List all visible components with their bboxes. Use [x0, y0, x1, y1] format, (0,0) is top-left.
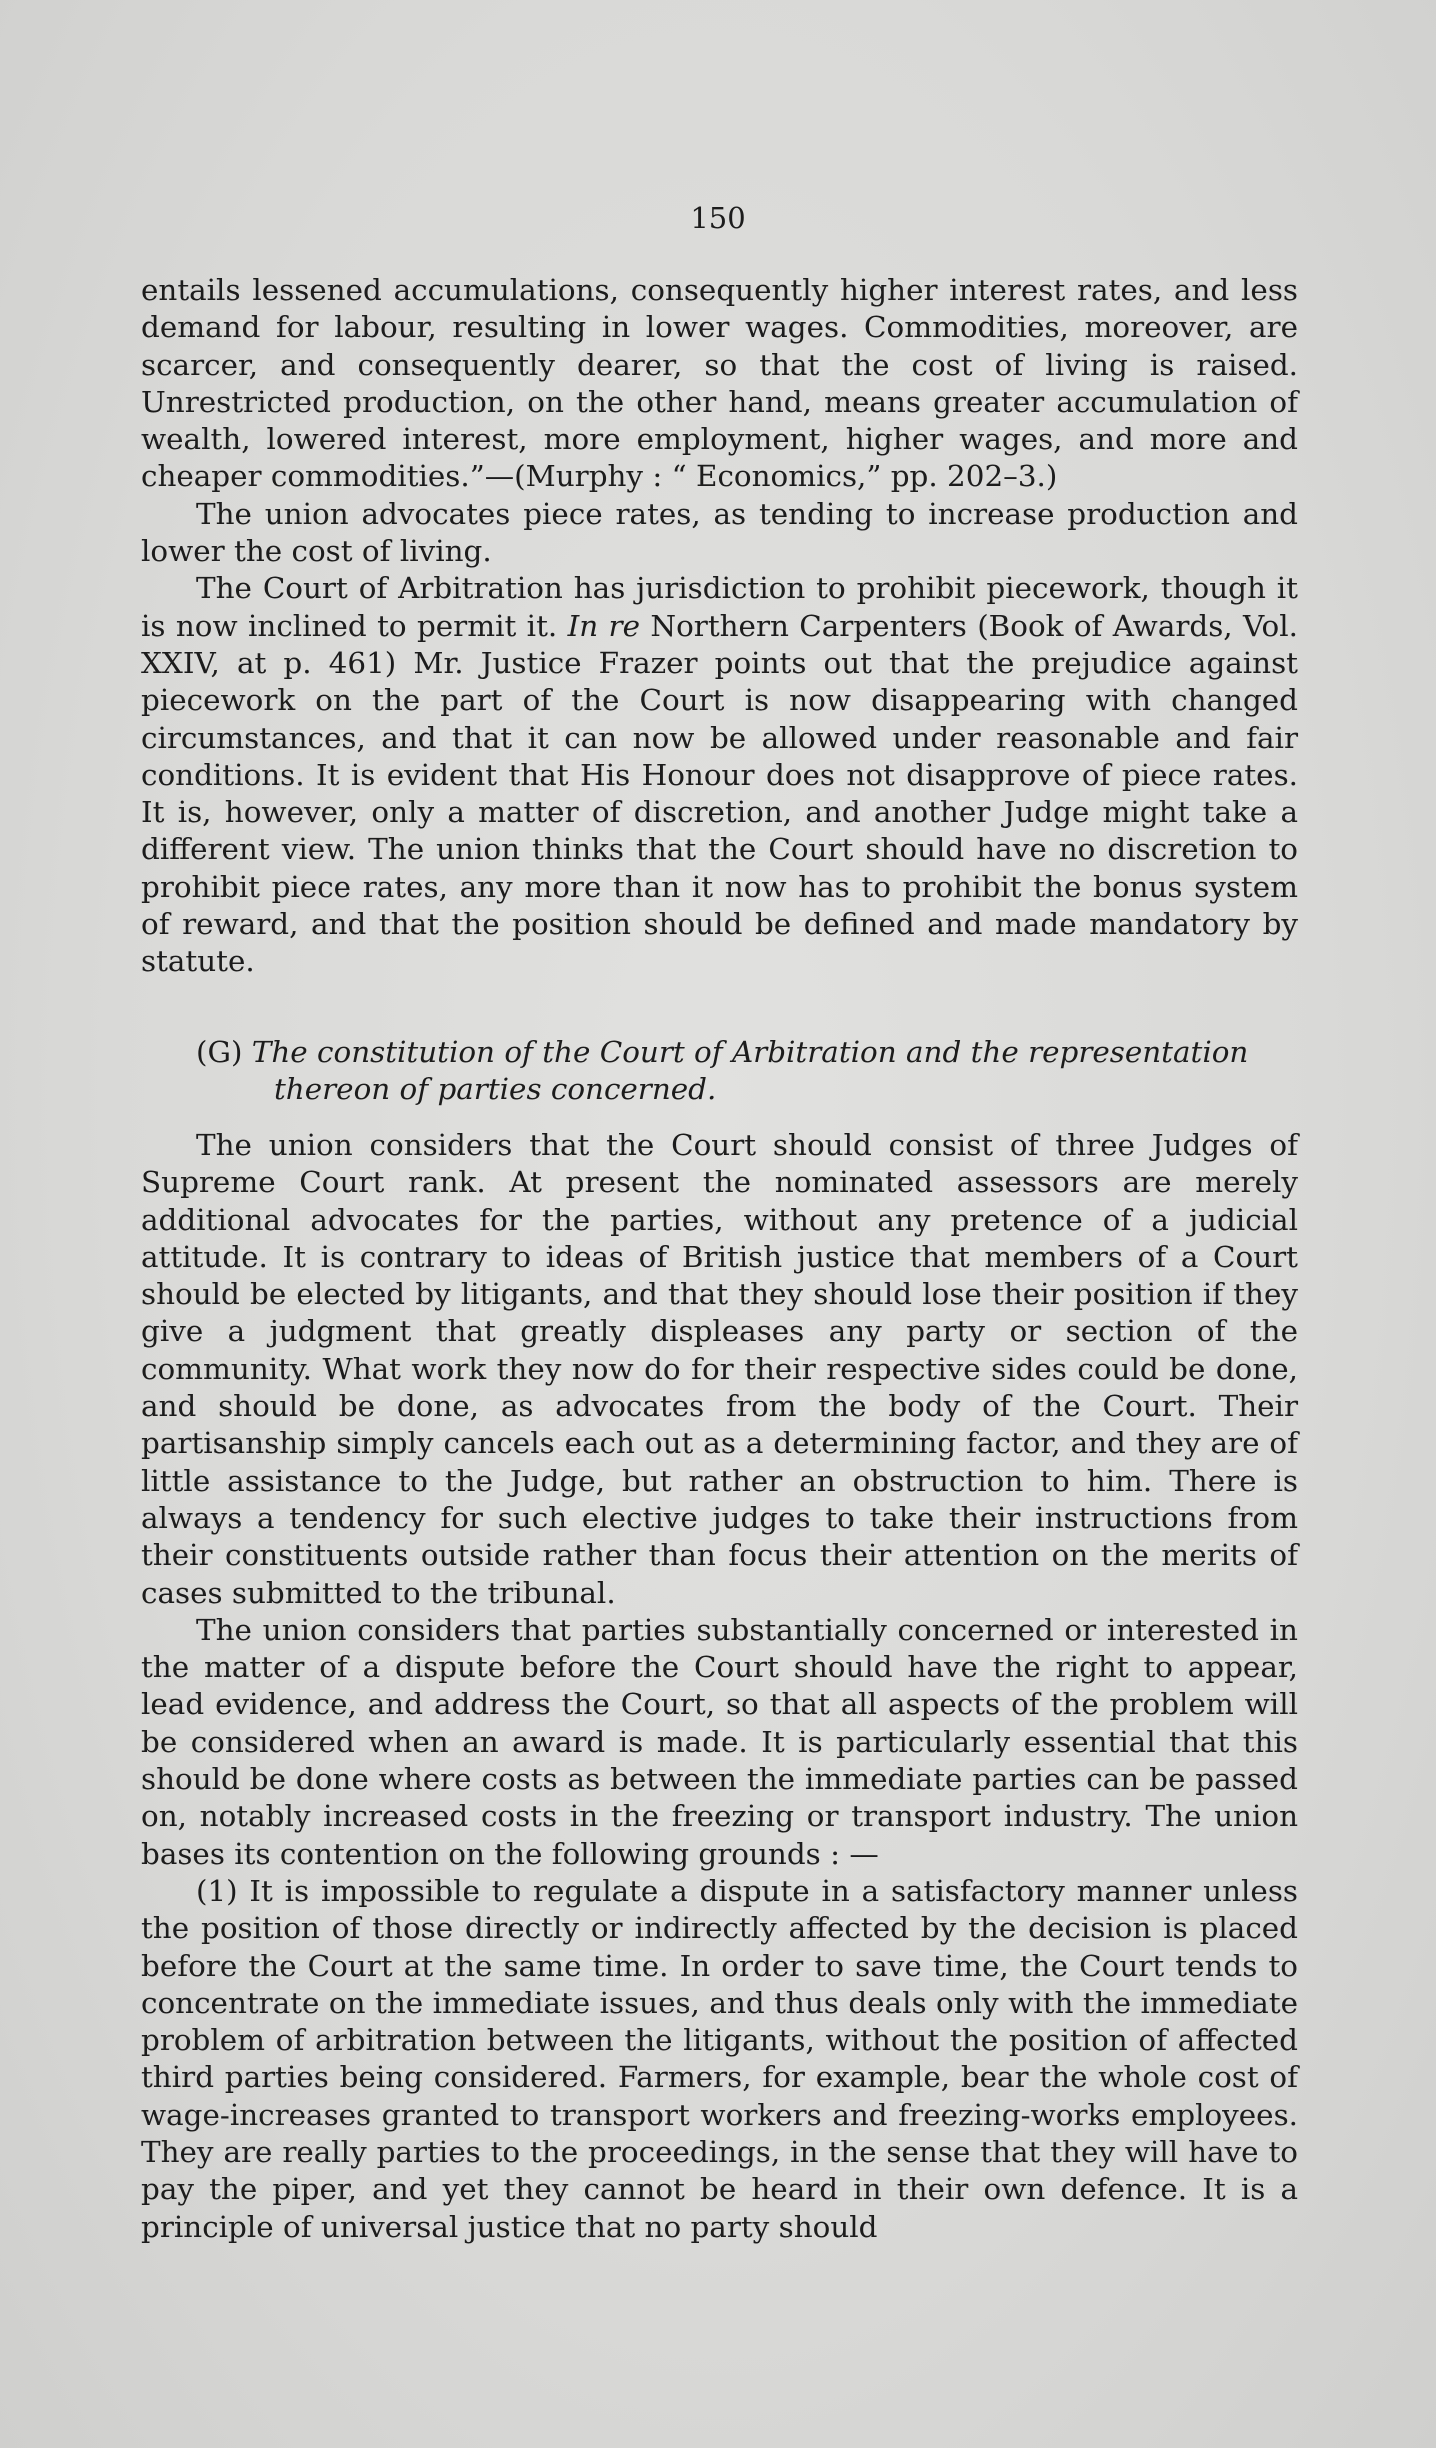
paragraph-court-jurisdiction-part2: Northern Carpenters (Book of Awards, Vol. XXIV, at p. 461) Mr. Justice Frazer points out that the prejudice against piecework on the part of the Court is now disappearing with changed circumstances, and that it can now be allowed under reasonable and fair conditions. It is evident that His Honour does not disapprove of piece rates. It is, however, only a matter of discretion, and another Judge might take a different view. The union thinks that the Court should have no discretion to prohibit piece rates, any more than it now has to prohibit the bonus system of reward, and that the position should be defined and made mandatory by statute.: [141, 608, 1298, 979]
paragraph-court-jurisdiction-part1: The Court of Arbitration has jurisdiction to prohibit piecework, though it is now inclined to permit it.: [141, 571, 1298, 643]
paragraph-court-jurisdiction: [141, 570, 1298, 980]
section-heading-title-line2: thereon of parties concerned.: [274, 1072, 717, 1107]
section-court-constitution: [141, 1127, 1298, 2246]
case-citation-italic: In re: [567, 608, 640, 643]
paragraph-continuation: entails lessened accumulations, consequently higher interest rates, and less demand for labour, resulting in lower wages. Commodities, moreover, are scarcer, and consequently dearer, so that the cost of living is raised. Unrestricted production, on the other hand, means greater accumulation of wealth, lowered interest, more employment, higher wages, and more and cheaper commodities.”—(Murphy : “ Economics,” pp. 202–3.): [141, 273, 1298, 494]
page-number: 150: [690, 201, 746, 235]
paragraph-three-judges: The union considers that the Court should consist of three Judges of Supreme Court rank. At present the nominated assessors are merely additional advocates for the parties, without any pretence of a judicial attitude. It is contrary to ideas of British justice that members of a Court should be elected by litigants, and that they should lose their position if they give a judgment that greatly displeases any party or section of the community. What work they now do for their respective sides could be done, and should be done, as advocates from the body of the Court. Their partisanship simply cancels each out as a determining factor, and they are of little assistance to the Judge, but rather an obstruction to him. There is always a tendency for such elective judges to take their instructions from their constituents outside rather than focus their attention on the merits of cases submitted to the tribunal.: [141, 1128, 1298, 1610]
paragraph-union-piece-rates: The union advocates piece rates, as tending to increase production and lower the cost of living.: [141, 496, 1298, 569]
section-heading-title-line1: The constitution of the Court of Arbitration and the representation: [251, 1035, 1249, 1069]
section-heading: [141, 1034, 1298, 1109]
paragraph-parties-concerned: The union considers that parties substantially concerned or interested in the matter of a dispute before the Court should have the right to appear, lead evidence, and address the Court, so that all aspects of the problem will be considered when an award is made. It is particularly essential that this should be done where costs as between the immediate parties can be passed on, notably increased costs in the freezing or transport industry. The union bases its contention on the following grounds : —: [141, 1612, 1298, 1871]
section-piece-rates: [141, 272, 1298, 981]
section-heading-label: (G): [196, 1035, 243, 1069]
paragraph-ground-1: (1) It is impossible to regulate a dispute in a satisfactory manner unless the position of those directly or indirectly affected by the decision is placed before the Court at the same time. In order to save time, the Court tends to concentrate on the immediate issues, and thus deals only with the immediate problem of arbitration between the litigants, without the position of affected third parties being considered. Farmers, for example, bear the whole cost of wage-increases granted to transport workers and freezing-works employees. They are really parties to the proceedings, in the sense that they will have to pay the piper, and yet they cannot be heard in their own defence. It is a principle of universal justice that no party should: [141, 1873, 1298, 2244]
